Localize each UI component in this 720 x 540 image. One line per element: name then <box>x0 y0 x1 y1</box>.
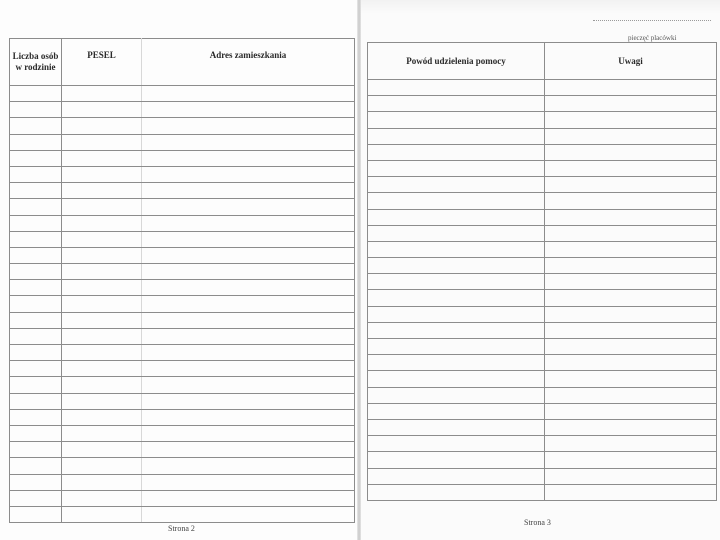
table-row <box>10 231 355 247</box>
table-cell <box>368 112 545 128</box>
left-table <box>9 38 355 523</box>
table-cell <box>368 306 545 322</box>
table-cell <box>545 290 717 306</box>
table-cell <box>368 452 545 468</box>
table-row <box>368 403 717 419</box>
table-row <box>10 247 355 263</box>
table-row <box>10 166 355 182</box>
table-row <box>10 280 355 296</box>
table-row <box>368 225 717 241</box>
header-reason: Powód udzielenia pomocy <box>368 43 545 80</box>
table-cell <box>10 377 62 393</box>
table-cell <box>10 215 62 231</box>
table-row <box>10 409 355 425</box>
table-cell <box>545 339 717 355</box>
table-cell <box>368 241 545 257</box>
table-row <box>368 112 717 128</box>
table-cell <box>545 96 717 112</box>
table-row <box>368 177 717 193</box>
page-number-right: Strona 3 <box>524 518 551 527</box>
table-cell <box>62 247 142 263</box>
table-cell <box>368 339 545 355</box>
table-row <box>10 458 355 474</box>
table-cell <box>10 312 62 328</box>
table-cell <box>368 128 545 144</box>
header-family-size: Liczba osób w rodzinie <box>10 39 62 86</box>
table-cell <box>545 209 717 225</box>
table-row <box>10 425 355 441</box>
table-cell <box>10 134 62 150</box>
table-cell <box>10 166 62 182</box>
table-cell <box>10 393 62 409</box>
table-row <box>368 241 717 257</box>
table-cell <box>10 425 62 441</box>
table-row <box>10 102 355 118</box>
table-cell <box>10 102 62 118</box>
table-cell <box>62 118 142 134</box>
table-cell <box>368 193 545 209</box>
table-cell <box>368 387 545 403</box>
table-cell <box>10 409 62 425</box>
table-cell <box>10 474 62 490</box>
table-row <box>10 361 355 377</box>
table-cell <box>368 80 545 96</box>
table-cell <box>142 409 355 425</box>
table-row <box>368 144 717 160</box>
table-row <box>10 345 355 361</box>
table-row <box>368 452 717 468</box>
right-table-body <box>368 80 717 501</box>
table-cell <box>62 474 142 490</box>
table-cell <box>62 442 142 458</box>
table-cell <box>545 452 717 468</box>
table-cell <box>62 312 142 328</box>
table-cell <box>368 177 545 193</box>
table-row <box>10 150 355 166</box>
table-cell <box>62 361 142 377</box>
table-cell <box>10 442 62 458</box>
table-cell <box>62 425 142 441</box>
table-row <box>10 474 355 490</box>
table-cell <box>142 102 355 118</box>
table-cell <box>368 258 545 274</box>
table-cell <box>10 199 62 215</box>
table-cell <box>62 166 142 182</box>
table-cell <box>62 183 142 199</box>
table-cell <box>62 393 142 409</box>
table-cell <box>545 371 717 387</box>
table-cell <box>545 160 717 176</box>
table-row <box>368 258 717 274</box>
table-row <box>368 387 717 403</box>
table-cell <box>142 442 355 458</box>
table-cell <box>545 193 717 209</box>
table-cell <box>142 183 355 199</box>
table-row <box>368 80 717 96</box>
table-cell <box>368 160 545 176</box>
table-row <box>368 371 717 387</box>
table-cell <box>10 280 62 296</box>
table-row <box>10 118 355 134</box>
table-row <box>10 296 355 312</box>
table-cell <box>62 199 142 215</box>
table-row <box>368 419 717 435</box>
table-cell <box>10 328 62 344</box>
table-row <box>10 328 355 344</box>
table-cell <box>62 296 142 312</box>
table-cell <box>142 458 355 474</box>
table-cell <box>368 484 545 500</box>
table-row <box>10 490 355 506</box>
table-cell <box>142 199 355 215</box>
table-row <box>368 160 717 176</box>
table-row <box>368 274 717 290</box>
table-cell <box>545 436 717 452</box>
table-cell <box>142 361 355 377</box>
table-cell <box>142 231 355 247</box>
right-table-header <box>368 43 717 80</box>
table-row <box>10 312 355 328</box>
table-row <box>368 96 717 112</box>
table-row <box>368 193 717 209</box>
top-edge-shadow <box>361 0 720 14</box>
table-cell <box>62 280 142 296</box>
table-cell <box>10 118 62 134</box>
table-row <box>368 339 717 355</box>
table-cell <box>545 306 717 322</box>
table-row <box>10 86 355 102</box>
table-cell <box>368 403 545 419</box>
table-cell <box>10 264 62 280</box>
table-cell <box>142 118 355 134</box>
table-cell <box>368 468 545 484</box>
table-cell <box>10 150 62 166</box>
table-row <box>368 290 717 306</box>
table-cell <box>142 247 355 263</box>
table-cell <box>142 377 355 393</box>
table-cell <box>142 425 355 441</box>
table-cell <box>62 150 142 166</box>
table-row <box>10 199 355 215</box>
table-cell <box>10 458 62 474</box>
table-cell <box>62 231 142 247</box>
table-cell <box>142 215 355 231</box>
header-notes: Uwagi <box>545 43 717 80</box>
table-cell <box>545 322 717 338</box>
table-cell <box>545 128 717 144</box>
table-cell <box>368 274 545 290</box>
table-cell <box>142 312 355 328</box>
table-cell <box>142 328 355 344</box>
table-cell <box>10 361 62 377</box>
table-cell <box>368 419 545 435</box>
table-row <box>368 128 717 144</box>
table-row <box>368 436 717 452</box>
table-cell <box>142 280 355 296</box>
table-cell <box>545 419 717 435</box>
table-cell <box>545 468 717 484</box>
table-cell <box>368 355 545 371</box>
table-cell <box>10 247 62 263</box>
table-cell <box>10 345 62 361</box>
table-cell <box>545 144 717 160</box>
table-row <box>10 393 355 409</box>
table-cell <box>62 506 142 522</box>
table-cell <box>368 144 545 160</box>
table-cell <box>142 296 355 312</box>
table-cell <box>62 377 142 393</box>
table-cell <box>545 80 717 96</box>
table-cell <box>62 345 142 361</box>
header-address: Adres zamieszkania <box>142 39 355 86</box>
table-cell <box>10 296 62 312</box>
table-row <box>10 506 355 522</box>
table-row <box>10 215 355 231</box>
table-cell <box>142 166 355 182</box>
table-cell <box>368 436 545 452</box>
left-table-header <box>10 39 355 86</box>
table-cell <box>545 484 717 500</box>
table-row <box>10 183 355 199</box>
table-row <box>10 264 355 280</box>
table-cell <box>545 387 717 403</box>
table-row <box>368 355 717 371</box>
table-cell <box>545 258 717 274</box>
table-row <box>368 306 717 322</box>
table-cell <box>62 328 142 344</box>
table-cell <box>142 474 355 490</box>
table-cell <box>142 506 355 522</box>
table-cell <box>10 506 62 522</box>
table-cell <box>142 345 355 361</box>
table-cell <box>368 290 545 306</box>
signature-caption: pieczęć placówki <box>628 34 677 42</box>
table-cell <box>368 322 545 338</box>
table-cell <box>545 274 717 290</box>
table-cell <box>545 241 717 257</box>
table-cell <box>62 134 142 150</box>
table-cell <box>10 86 62 102</box>
table-cell <box>62 86 142 102</box>
table-row <box>368 209 717 225</box>
table-cell <box>142 150 355 166</box>
table-cell <box>545 112 717 128</box>
table-cell <box>62 458 142 474</box>
header-pesel: PESEL <box>62 39 142 86</box>
right-table <box>367 42 717 501</box>
table-cell <box>62 409 142 425</box>
table-row <box>10 442 355 458</box>
table-cell <box>62 215 142 231</box>
table-cell <box>62 102 142 118</box>
table-cell <box>545 225 717 241</box>
table-row <box>368 322 717 338</box>
page-number-left: Strona 2 <box>168 524 195 533</box>
table-cell <box>142 86 355 102</box>
table-cell <box>142 490 355 506</box>
table-cell <box>142 393 355 409</box>
table-cell <box>368 209 545 225</box>
table-cell <box>10 231 62 247</box>
table-cell <box>368 371 545 387</box>
table-cell <box>142 264 355 280</box>
table-cell <box>368 96 545 112</box>
table-cell <box>368 225 545 241</box>
table-row <box>368 484 717 500</box>
table-row <box>368 468 717 484</box>
page-left <box>0 0 358 540</box>
table-cell <box>10 490 62 506</box>
table-cell <box>62 490 142 506</box>
table-cell <box>545 355 717 371</box>
signature-line <box>593 20 711 25</box>
table-cell <box>62 264 142 280</box>
table-cell <box>142 134 355 150</box>
left-table-body <box>10 86 355 523</box>
table-cell <box>545 177 717 193</box>
table-row <box>10 134 355 150</box>
table-row <box>10 377 355 393</box>
table-cell <box>545 403 717 419</box>
table-cell <box>10 183 62 199</box>
